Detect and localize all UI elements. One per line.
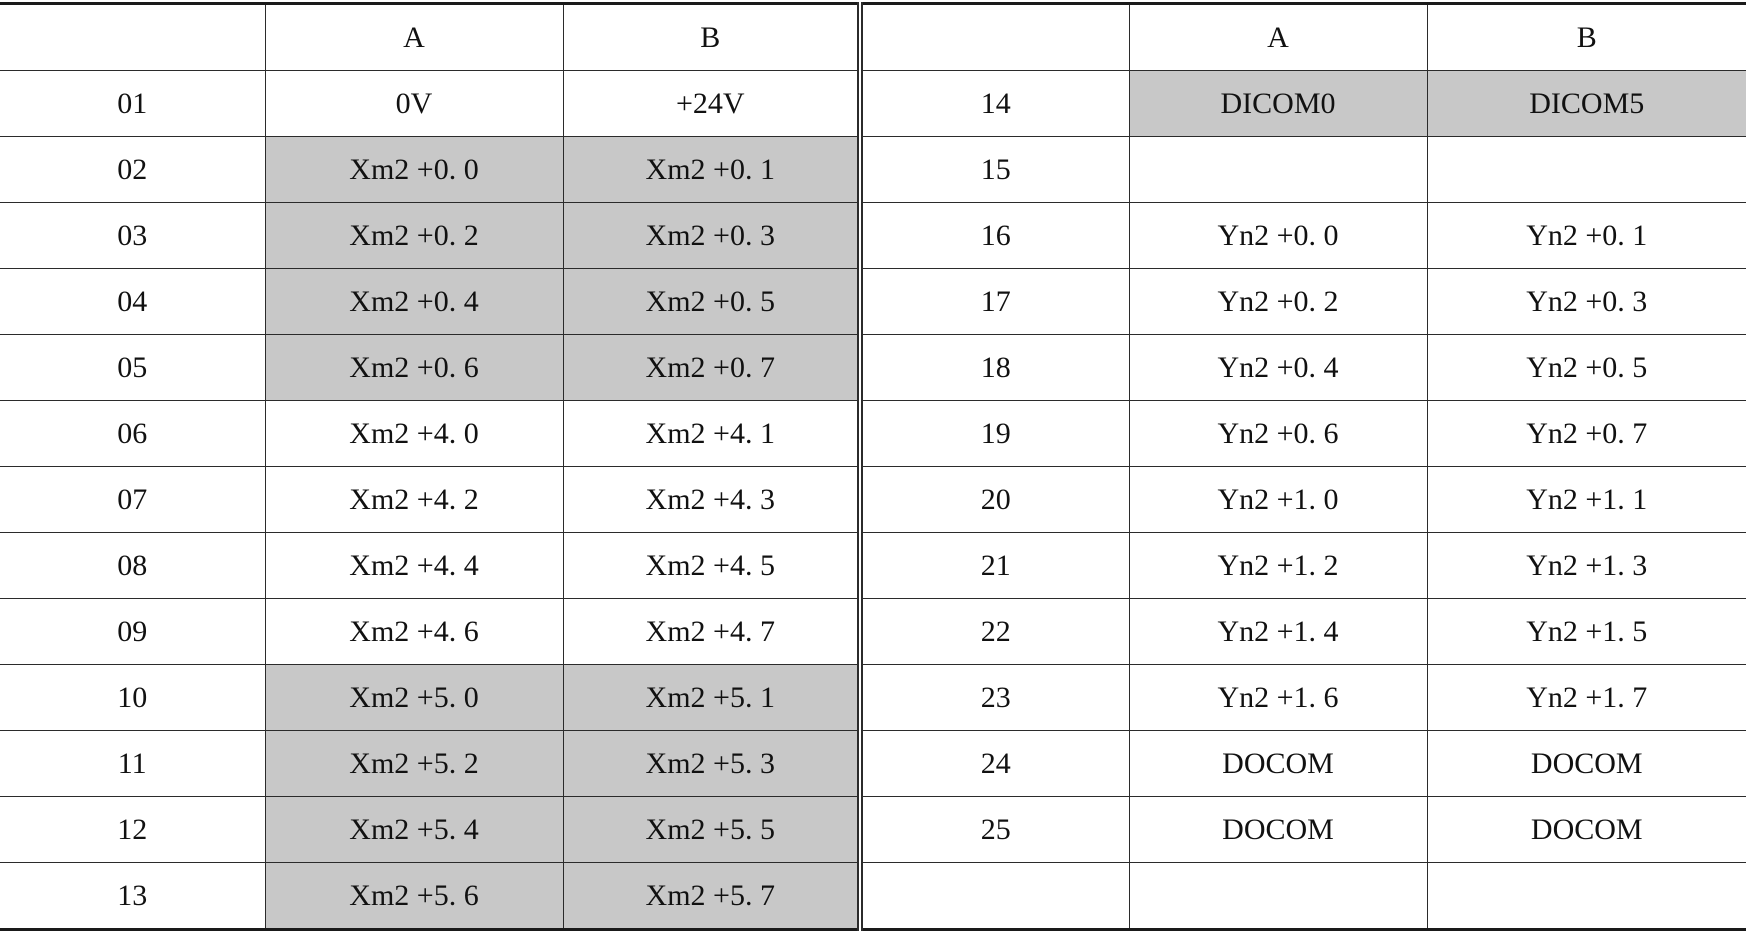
left-pin-cell: 12 [0, 797, 265, 863]
table-row [0, 137, 1746, 203]
left-pin-cell: 08 [0, 533, 265, 599]
header-right-pin [860, 4, 1129, 71]
connector-pin-table [0, 2, 1746, 931]
right-signal-b-cell: Yn2 +1. 1 [1427, 467, 1746, 533]
right-pin-cell: 24 [860, 731, 1129, 797]
left-signal-b-cell: Xm2 +4. 5 [563, 533, 860, 599]
left-signal-b-cell: Xm2 +5. 3 [563, 731, 860, 797]
header-left-a: A [265, 4, 563, 71]
table-row [0, 599, 1746, 665]
left-signal-b-cell: Xm2 +4. 7 [563, 599, 860, 665]
pin-table-body [0, 4, 1746, 930]
left-signal-b-cell: Xm2 +0. 1 [563, 137, 860, 203]
right-signal-a-cell: DICOM0 [1129, 71, 1427, 137]
left-signal-b-cell: Xm2 +0. 5 [563, 269, 860, 335]
right-pin-cell: 22 [860, 599, 1129, 665]
right-signal-b-cell: DOCOM [1427, 797, 1746, 863]
right-signal-a-cell: DOCOM [1129, 797, 1427, 863]
right-pin-cell: 25 [860, 797, 1129, 863]
left-signal-a-cell: Xm2 +0. 4 [265, 269, 563, 335]
left-signal-b-cell: Xm2 +5. 1 [563, 665, 860, 731]
table-row [0, 71, 1746, 137]
table-row [0, 335, 1746, 401]
left-pin-cell: 04 [0, 269, 265, 335]
right-signal-a-cell: Yn2 +0. 0 [1129, 203, 1427, 269]
header-left-b: B [563, 4, 860, 71]
right-signal-a-cell: Yn2 +1. 0 [1129, 467, 1427, 533]
left-signal-b-cell: +24V [563, 71, 860, 137]
left-signal-a-cell: Xm2 +0. 2 [265, 203, 563, 269]
left-signal-b-cell: Xm2 +4. 3 [563, 467, 860, 533]
left-signal-a-cell: Xm2 +0. 0 [265, 137, 563, 203]
left-pin-cell: 07 [0, 467, 265, 533]
table-row [0, 269, 1746, 335]
header-left-pin [0, 4, 265, 71]
table-row [0, 401, 1746, 467]
right-signal-b-cell: Yn2 +1. 5 [1427, 599, 1746, 665]
left-pin-cell: 05 [0, 335, 265, 401]
left-pin-cell: 01 [0, 71, 265, 137]
right-signal-b-cell [1427, 863, 1746, 930]
right-signal-b-cell: Yn2 +1. 3 [1427, 533, 1746, 599]
right-pin-cell: 21 [860, 533, 1129, 599]
right-signal-a-cell: Yn2 +1. 4 [1129, 599, 1427, 665]
left-signal-a-cell: Xm2 +0. 6 [265, 335, 563, 401]
right-signal-a-cell: Yn2 +1. 2 [1129, 533, 1427, 599]
left-signal-a-cell: Xm2 +4. 0 [265, 401, 563, 467]
left-pin-cell: 10 [0, 665, 265, 731]
right-signal-a-cell: Yn2 +0. 2 [1129, 269, 1427, 335]
right-signal-a-cell [1129, 137, 1427, 203]
table-row [0, 533, 1746, 599]
left-signal-b-cell: Xm2 +0. 3 [563, 203, 860, 269]
header-right-a: A [1129, 4, 1427, 71]
right-signal-b-cell: Yn2 +0. 3 [1427, 269, 1746, 335]
right-signal-a-cell: Yn2 +0. 6 [1129, 401, 1427, 467]
left-pin-cell: 06 [0, 401, 265, 467]
right-signal-b-cell: Yn2 +0. 7 [1427, 401, 1746, 467]
left-pin-cell: 09 [0, 599, 265, 665]
left-signal-a-cell: Xm2 +4. 6 [265, 599, 563, 665]
left-pin-cell: 02 [0, 137, 265, 203]
left-signal-a-cell: Xm2 +5. 0 [265, 665, 563, 731]
right-pin-cell: 20 [860, 467, 1129, 533]
left-signal-b-cell: Xm2 +5. 5 [563, 797, 860, 863]
header-row [0, 4, 1746, 71]
right-signal-b-cell: Yn2 +1. 7 [1427, 665, 1746, 731]
right-signal-a-cell [1129, 863, 1427, 930]
right-pin-cell: 17 [860, 269, 1129, 335]
right-pin-cell: 19 [860, 401, 1129, 467]
right-signal-b-cell: Yn2 +0. 5 [1427, 335, 1746, 401]
left-signal-a-cell: Xm2 +5. 6 [265, 863, 563, 930]
right-pin-cell: 23 [860, 665, 1129, 731]
table-row [0, 203, 1746, 269]
right-signal-a-cell: DOCOM [1129, 731, 1427, 797]
right-signal-b-cell [1427, 137, 1746, 203]
right-pin-cell [860, 863, 1129, 930]
table-row [0, 731, 1746, 797]
table-row [0, 665, 1746, 731]
right-pin-cell: 18 [860, 335, 1129, 401]
right-signal-b-cell: DOCOM [1427, 731, 1746, 797]
table-row [0, 467, 1746, 533]
right-signal-a-cell: Yn2 +0. 4 [1129, 335, 1427, 401]
header-right-b: B [1427, 4, 1746, 71]
left-pin-cell: 03 [0, 203, 265, 269]
left-signal-a-cell: Xm2 +5. 2 [265, 731, 563, 797]
table-row [0, 797, 1746, 863]
left-pin-cell: 13 [0, 863, 265, 930]
right-signal-b-cell: Yn2 +0. 1 [1427, 203, 1746, 269]
table-row [0, 863, 1746, 930]
left-signal-a-cell: Xm2 +5. 4 [265, 797, 563, 863]
left-signal-a-cell: Xm2 +4. 4 [265, 533, 563, 599]
left-signal-b-cell: Xm2 +4. 1 [563, 401, 860, 467]
right-pin-cell: 16 [860, 203, 1129, 269]
left-signal-b-cell: Xm2 +0. 7 [563, 335, 860, 401]
left-signal-b-cell: Xm2 +5. 7 [563, 863, 860, 930]
right-pin-cell: 15 [860, 137, 1129, 203]
left-pin-cell: 11 [0, 731, 265, 797]
right-signal-b-cell: DICOM5 [1427, 71, 1746, 137]
left-signal-a-cell: 0V [265, 71, 563, 137]
right-signal-a-cell: Yn2 +1. 6 [1129, 665, 1427, 731]
left-signal-a-cell: Xm2 +4. 2 [265, 467, 563, 533]
right-pin-cell: 14 [860, 71, 1129, 137]
